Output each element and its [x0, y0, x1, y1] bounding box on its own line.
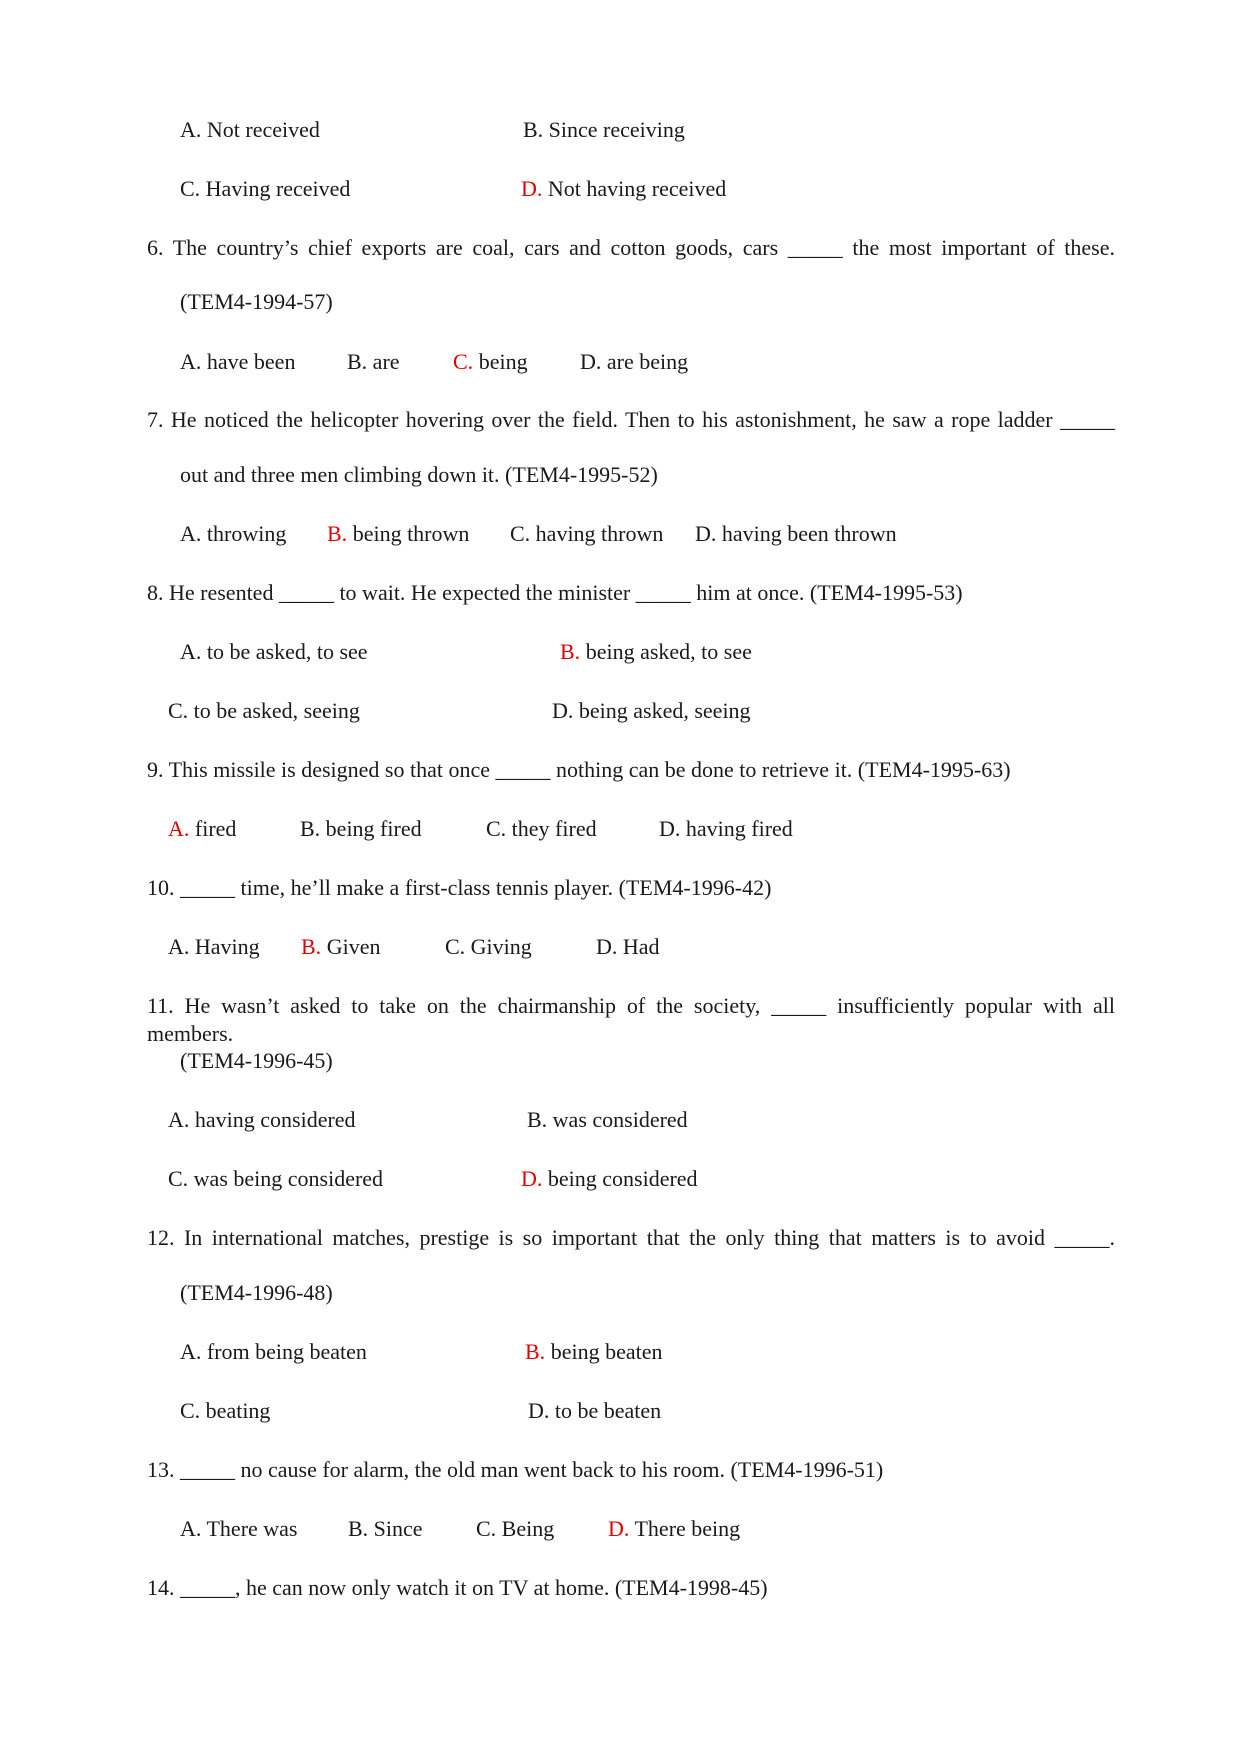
answer-letter: D.	[521, 176, 543, 201]
option-a: A. from being beaten	[180, 1339, 367, 1364]
option-a: A. throwing	[180, 521, 287, 546]
question-11-source: (TEM4-1996-45)	[180, 1048, 333, 1073]
question-8-text: 8. He resented _____ to wait. He expected the minister _____ him at once. (TEM4-1995-53)	[147, 580, 963, 605]
answer-letter: D.	[608, 1516, 630, 1541]
question-14-text: 14. _____, he can now only watch it on TV at home. (TEM4-1998-45)	[147, 1575, 768, 1600]
question-7-text: 7. He noticed the helicopter hovering over the field. Then to his astonishment, he saw a rope ladder _____	[147, 407, 1115, 432]
question-6-source: (TEM4-1994-57)	[180, 289, 333, 314]
option-b: B. was considered	[527, 1107, 688, 1132]
question-7-text-cont: out and three men climbing down it. (TEM4-1995-52)	[180, 462, 658, 487]
question-13-text: 13. _____ no cause for alarm, the old man went back to his room. (TEM4-1996-51)	[147, 1457, 884, 1482]
option-c: C. having thrown	[510, 521, 664, 546]
option-c: C. beating	[180, 1398, 271, 1423]
option-a: A. having considered	[168, 1107, 356, 1132]
option-b-answer: B. being thrown	[327, 521, 470, 546]
option-d-answer: D. being considered	[521, 1166, 698, 1191]
option-b: B. Since receiving	[523, 117, 685, 142]
option-a: A. have been	[180, 349, 296, 374]
option-c: C. to be asked, seeing	[168, 698, 360, 723]
option-b: B. Since	[348, 1516, 423, 1541]
answer-letter: B.	[301, 934, 322, 959]
answer-letter: B.	[327, 521, 348, 546]
option-a: A. Having	[168, 934, 260, 959]
option-d: D. Had	[596, 934, 660, 959]
option-a: A. Not received	[180, 117, 320, 142]
answer-letter: C.	[453, 349, 474, 374]
option-d: D. being asked, seeing	[552, 698, 751, 723]
option-d-answer: D. There being	[608, 1516, 741, 1541]
option-c: C. was being considered	[168, 1166, 384, 1191]
answer-letter: B.	[525, 1339, 546, 1364]
option-b: B. being fired	[300, 816, 422, 841]
answer-letter: D.	[521, 1166, 543, 1191]
answer-letter: B.	[560, 639, 581, 664]
question-12-text: 12. In international matches, prestige is so important that the only thing that matters is to avoid _____.	[147, 1225, 1115, 1250]
question-10-text: 10. _____ time, he’ll make a first-class tennis player. (TEM4-1996-42)	[147, 875, 772, 900]
option-c: C. they fired	[486, 816, 597, 841]
option-b-answer: B. being beaten	[525, 1339, 663, 1364]
question-12-source: (TEM4-1996-48)	[180, 1280, 333, 1305]
option-b: B. are	[347, 349, 400, 374]
question-11-text: 11. He wasn’t asked to take on the chairmanship of the society, _____ insufficiently popular with all members.	[147, 993, 1115, 1046]
option-d: D. are being	[580, 349, 689, 374]
option-a: A. There was	[180, 1516, 298, 1541]
option-d-answer: D. Not having received	[521, 176, 727, 201]
option-c: C. Having received	[180, 176, 351, 201]
option-c-answer: C. being	[453, 349, 528, 374]
question-6-text: 6. The country’s chief exports are coal, cars and cotton goods, cars _____ the most important of these.	[147, 235, 1115, 260]
option-d: D. having fired	[659, 816, 793, 841]
option-c: C. Being	[476, 1516, 555, 1541]
option-c: C. Giving	[445, 934, 532, 959]
option-a-answer: A. fired	[168, 816, 237, 841]
option-d: D. having been thrown	[695, 521, 897, 546]
option-a: A. to be asked, to see	[180, 639, 368, 664]
question-9-text: 9. This missile is designed so that once _____ nothing can be done to retrieve it. (TEM4-1995-63)	[147, 757, 1011, 782]
option-b-answer: B. Given	[301, 934, 381, 959]
option-d: D. to be beaten	[528, 1398, 662, 1423]
option-b-answer: B. being asked, to see	[560, 639, 752, 664]
answer-letter: A.	[168, 816, 190, 841]
